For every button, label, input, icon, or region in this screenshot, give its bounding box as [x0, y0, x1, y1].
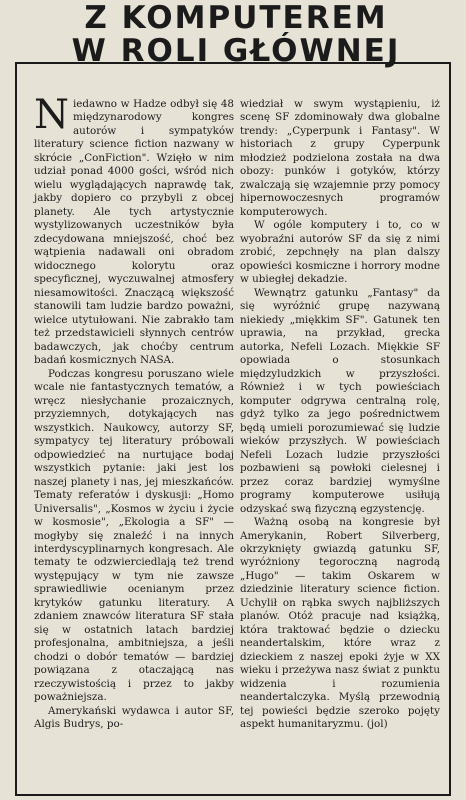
paragraph-7: Ważną osobą na kongresie był Amerykanin, Robert Silverberg, okrzyknięty gwiazdą gatunku SF, wyróżniony tegoroczną nagrodą „Hugo" — takim Oskarem w dziedzinie literatury science fiction. Uchylił on rąbka swych najbliższych planów. Otóż pracuje nad książką, która traktować będzie o dziecku neandertalskim, które wraz z dzieckiem z naszej epoki żyje w XX wieku i przeżywa nasz świat z punktu widzenia i rozumienia neandertalczyka. Myślą przewodnią tej powieści będzie szeroko pojęty aspekt humanitaryzmu. (jol) — [240, 516, 440, 731]
paragraph-4: wiedział w swym wystąpieniu, iż scenę SF zdominowały dwa globalne trendy: „Cyperpunk i Fantasy". W historiach z grupy Cyperpunk młodzież podzielona została na dwa obozy: punków i gotyków, którzy zwalczają się wzajemnie przy pomocy hipernowoczesnych programów komputerowych. — [240, 98, 440, 218]
paragraph-5: W ogóle komputery i to, co w wyobraźni autorów SF da się z nimi zrobić, zepchnęły na plan dalszy opowieści kosmiczne i horrory modne w ubiegłej dekadzie. — [240, 219, 440, 286]
paragraph-6: Wewnątrz gatunku „Fantasy" da się wyróżnić grupę nazywaną niekiedy „miękkim SF". Gatunek ten uprawia, na przykład, grecka autorka, Nefeli Lozach. Miękkie SF opowiada o stosunkach międzyludzkich w przyszłości. Również i w tych powieściach komputer odgrywa centralną rolę, gdyż tylko za jego pośrednictwem będą umieli porozumiewać się ludzie wieków przyszłych. W powieściach Nefeli Lozach ludzie przyszłości pozbawieni są powłoki cielesnej i przez coraz bardziej wymyślne programy komputerowe usiłują odzyskać swą fizyczną egzystencję. — [240, 286, 440, 515]
left-column — [34, 92, 234, 732]
drop-cap: N — [34, 92, 69, 138]
paragraph-1 — [34, 92, 234, 368]
paragraph-1-text: iedawno w Hadze odbył się 48 międzynarodowy kongres autorów i sympatyków literatury science fiction nazwany w skrócie „ConFiction". Wzięło w nim udział ponad 4000 gości, wśród nich wielu wyglądających naprawdę tak, jakby dopiero co przybyli z obcej planety. Ale tych artystycznie wystylizowanych uczestników była zdecydowana mniejszość, choć bez wątpienia nadawali oni obradom widocznego kolorytu oraz specyficznej, wyczuwalnej atmosfery niesamowitości. Znaczącą większość stanowili tam ludzie bardzo poważni, wielce utytułowani. Nie zabrakło tam też przedstawicieli słynnych centrów badawczych, jak choćby centrum badań kosmicznych NASA. — [34, 98, 234, 367]
title-line-2: W ROLI GŁÓWNEJ — [71, 33, 401, 69]
right-column — [240, 98, 440, 732]
paragraph-3: Amerykański wydawca i autor SF, Algis Budrys, po- — [34, 704, 234, 731]
title-line-1: Z KOMPUTEREM — [84, 0, 388, 36]
article-title — [16, 2, 456, 68]
paragraph-2: Podczas kongresu poruszano wiele wcale nie fantastycznych tematów, a wręcz niesłychanie prozaicznych, przyziemnych, dotykających nas wszystkich. Naukowcy, autorzy SF, sympatycy tej literatury próbowali odpowiedzieć na nurtujące bodaj wszystkich pytanie: jaki jest los naszej planety i nas, jej mieszkańców. Tematy referatów i dyskusji: „Homo Universalis", „Kosmos w życiu i życie w kosmosie", „Ekologia a SF" — mogłyby się znaleźć i na innych interdyscyplinarnych kongresach. Ale tematy te odzwierciedlają też trend występujący w tym nie zawsze sprawiedliwie ocenianym przez krytyków gatunku literatury. A zdaniem znawców literatura SF stała się w ostatnich latach bardziej profesjonalna, ambitniejsza, a jeśli chodzi o dobór tematów — bardziej powiązana z otaczającą nas rzeczywistością i przez to jakby poważniejsza. — [34, 367, 234, 704]
